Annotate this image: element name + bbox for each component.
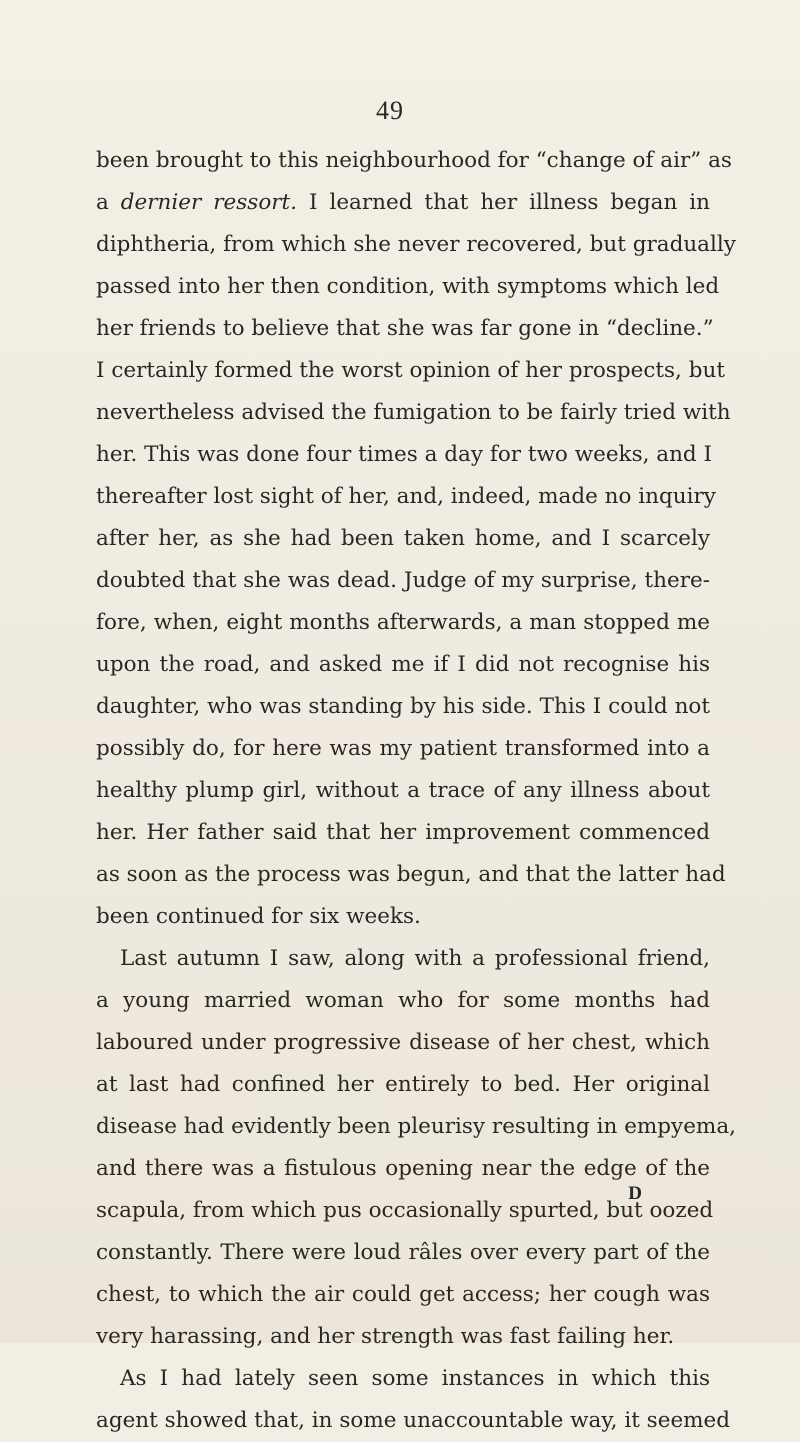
text-line: diphtheria, from which she never recovered, but gradually — [96, 232, 736, 257]
text-line: disease had evidently been pleurisy resulting in empyema, — [96, 1114, 736, 1139]
text-line: thereafter lost sight of her, and, indeed, made no inquiry — [96, 484, 716, 509]
text-line: at last had confined her entirely to bed. Her original — [96, 1072, 710, 1097]
text-line: passed into her then condition, with symptoms which led — [96, 274, 720, 299]
text-fragment: a — [96, 190, 109, 215]
text-line: her friends to believe that she was far gone in “decline.” — [96, 316, 714, 341]
text-line: as soon as the process was begun, and that the latter had — [96, 862, 726, 887]
text-line: daughter, who was standing by his side. This I could not — [96, 694, 710, 719]
text-line: after her, as she had been taken home, and I scarcely — [96, 526, 710, 551]
text-line: agent showed that, in some unaccountable way, it seemed — [96, 1408, 731, 1433]
text-line: As I had lately seen some instances in which this — [120, 1366, 710, 1391]
text-line: laboured under progressive disease of her chest, which — [96, 1030, 710, 1055]
italic-phrase: dernier ressort. — [120, 190, 298, 215]
text-line: possibly do, for here was my patient transformed into a — [96, 736, 710, 761]
text-line: chest, to which the air could get access; her cough was — [96, 1282, 710, 1307]
text-line: a young married woman who for some months had — [96, 988, 710, 1013]
page-number: 49 — [376, 96, 404, 125]
text-line: fore, when, eight months afterwards, a man stopped me — [96, 610, 710, 635]
text-line: doubted that she was dead. Judge of my surprise, there- — [96, 568, 710, 593]
text-line: I certainly formed the worst opinion of her prospects, but — [96, 358, 725, 383]
text-line: healthy plump girl, without a trace of any illness about — [96, 778, 710, 803]
text-line: constantly. There were loud râles over every part of the — [96, 1240, 710, 1265]
text-fragment: I learned that her illness began in — [308, 190, 710, 215]
text-line: nevertheless advised the fumigation to be fairly tried with — [96, 400, 731, 425]
text-line: very harassing, and her strength was fast failing her. — [96, 1324, 675, 1349]
text-line: her. Her father said that her improvement commenced — [96, 820, 710, 845]
text-line: and there was a fistulous opening near the edge of the — [96, 1156, 710, 1181]
text-line: her. This was done four times a day for two weeks, and I — [96, 442, 713, 467]
text-line: upon the road, and asked me if I did not recognise his — [96, 652, 710, 677]
text-line: Last autumn I saw, along with a professional friend, — [120, 946, 710, 971]
signature-mark: D — [628, 1183, 642, 1204]
text-line: been brought to this neighbourhood for “change of air” as — [96, 148, 732, 173]
text-line: been continued for six weeks. — [96, 904, 421, 929]
text-line: scapula, from which pus occasionally spurted, but oozed — [96, 1198, 714, 1223]
body-text — [96, 140, 736, 1442]
text-line — [96, 182, 710, 224]
